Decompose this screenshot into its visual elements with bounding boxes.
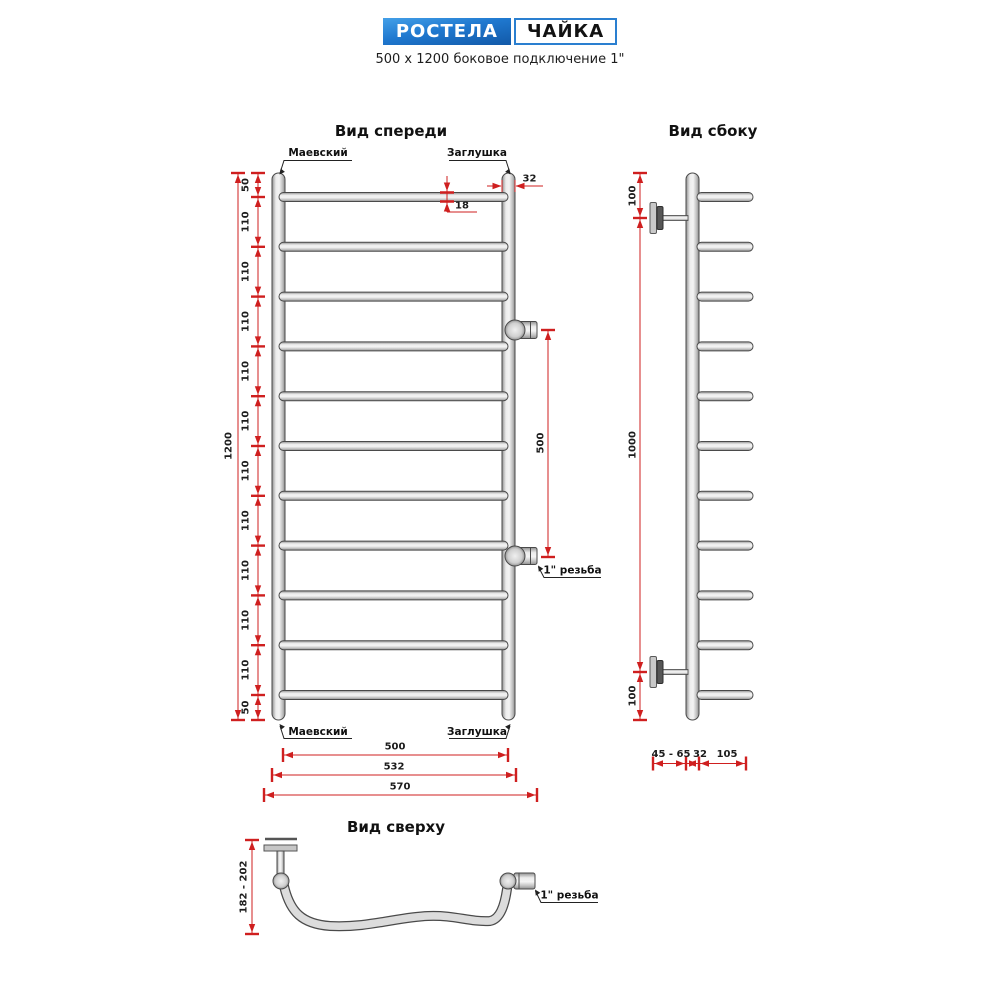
dim-label-post-depth: 32 [693, 749, 707, 760]
front-rung [279, 541, 508, 550]
wall-bracket-bottom [650, 657, 688, 688]
dim-arrow [506, 772, 515, 778]
dim-label-rung-width: 500 [384, 741, 406, 753]
dim-label-overall-width: 570 [389, 781, 411, 793]
dim-label-post-span: 532 [383, 761, 405, 773]
side-rung [697, 691, 753, 700]
dim-label: 110 [240, 360, 252, 382]
leader-arrow [280, 724, 285, 730]
side-rung [697, 641, 753, 650]
front-rung [279, 691, 508, 700]
side-view [628, 122, 758, 771]
dim-label: 110 [240, 510, 252, 532]
front-rungs [279, 193, 508, 700]
dim-arrow [255, 175, 261, 184]
dim-arrow [736, 760, 745, 766]
front-rung [279, 342, 508, 351]
air-valve-label-top [280, 147, 353, 175]
air-valve-label-bottom [280, 724, 353, 739]
front-rung [279, 193, 508, 202]
brand-secondary: ЧАЙКА [514, 18, 617, 45]
plug-label-top [447, 147, 510, 175]
right-post-section [500, 873, 516, 889]
front-rung [279, 591, 508, 600]
dim-arrow [266, 792, 275, 798]
model-subtitle: 500 x 1200 боковое подключение 1" [375, 52, 625, 67]
side-rung [697, 342, 753, 351]
dim-label-bottom-offset: 100 [627, 685, 639, 707]
side-connection-upper [505, 320, 537, 340]
dim-arrow [498, 752, 507, 758]
side-rung [697, 292, 753, 301]
side-rung [697, 193, 753, 202]
thread-label-front [538, 565, 602, 578]
dim-arrow [274, 772, 283, 778]
thread-fitting-topview [514, 873, 535, 889]
side-rung [697, 392, 753, 401]
air-valve-text: Маевский [288, 147, 348, 159]
connection-pipe [514, 873, 535, 889]
rung-spacing-chain-dim [241, 173, 266, 720]
bracket-stem [277, 851, 284, 874]
connection-elbow [505, 546, 525, 566]
bracket-flange [264, 845, 297, 851]
bracket-flange [657, 207, 663, 230]
wall-bracket-top [650, 203, 688, 234]
dim-arrow [637, 175, 643, 184]
leader-line [280, 161, 352, 174]
front-rung [279, 641, 508, 650]
dim-arrow [249, 842, 255, 851]
bracket-plate [650, 203, 657, 234]
wall-bracket-topview [264, 839, 297, 874]
front-view-title: Вид спереди [334, 122, 448, 140]
brand-primary: РОСТЕЛА [383, 18, 511, 45]
dim-label-post-width: 32 [522, 173, 537, 185]
side-rung [697, 491, 753, 500]
dim-label: 50 [240, 178, 252, 192]
dim-arrow [285, 752, 294, 758]
dim-label: 110 [240, 659, 252, 681]
thread-text: 1" резьба [543, 564, 602, 577]
bracket-rod [662, 670, 688, 675]
dim-label-overall-height: 1200 [223, 432, 235, 460]
dim-label: 110 [240, 609, 252, 631]
dim-arrow [255, 710, 261, 719]
leader-line [449, 161, 510, 174]
dim-arrow [545, 332, 551, 341]
dim-label-depth-range: 182 - 202 [238, 860, 250, 914]
dim-label: 110 [240, 560, 252, 581]
connection-elbow [505, 320, 525, 340]
dim-arrow [655, 760, 664, 766]
side-rung [697, 541, 753, 550]
dim-label: 110 [240, 460, 252, 482]
thread-text: 1" резьба [540, 889, 599, 902]
side-view-title: Вид сбоку [668, 122, 758, 140]
air-valve-text: Маевский [288, 726, 348, 738]
bracket-rod [662, 216, 688, 221]
dim-label: 110 [240, 311, 252, 332]
dim-label: 110 [240, 410, 252, 432]
side-connection-lower [505, 546, 537, 566]
side-rung [697, 591, 753, 600]
post-width-dim [487, 174, 543, 193]
front-rung [279, 392, 508, 401]
front-view [224, 122, 602, 802]
dim-label: 110 [240, 211, 252, 233]
dim-arrow [637, 710, 643, 719]
width-dims [264, 748, 537, 802]
dim-arrow [545, 547, 551, 556]
left-post-section [273, 873, 289, 889]
dim-label-wall-clearance: 45 - 65 [651, 749, 691, 760]
dim-label: 110 [240, 261, 252, 283]
plug-text: Заглушка [447, 726, 507, 738]
front-rung [279, 292, 508, 301]
front-rung [279, 242, 508, 251]
bracket-plate [650, 657, 657, 688]
dim-arrow [249, 924, 255, 933]
bracket-flange [657, 661, 663, 684]
top-view-title: Вид сверху [346, 818, 446, 836]
front-rung [279, 491, 508, 500]
plug-label-bottom [447, 724, 510, 739]
plug-text: Заглушка [447, 147, 507, 159]
side-rung [697, 242, 753, 251]
dim-label-top-offset: 100 [627, 185, 639, 207]
dim-label-tube-diameter: 18 [455, 200, 469, 212]
dim-label-bracket-spacing: 1000 [627, 431, 639, 459]
front-rung [279, 442, 508, 451]
dim-label-connection-spacing: 500 [535, 432, 547, 454]
dim-label-rung-offset: 105 [716, 749, 738, 760]
side-rungs [697, 193, 753, 700]
thread-label-topview [535, 890, 599, 903]
dim-label: 50 [240, 700, 252, 715]
top-view [239, 818, 599, 934]
dim-arrow [527, 792, 536, 798]
side-rung [697, 442, 753, 451]
